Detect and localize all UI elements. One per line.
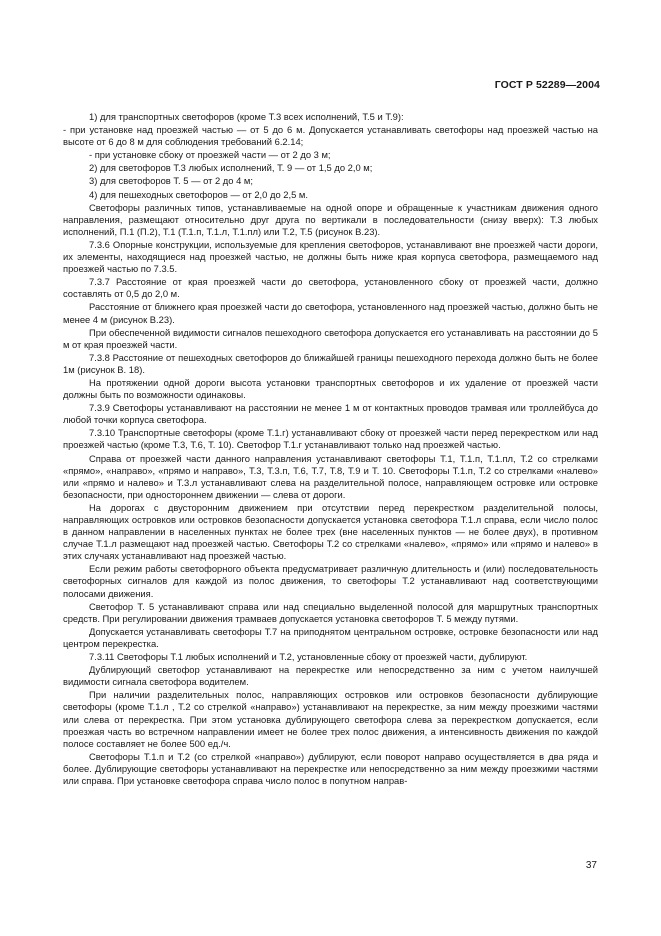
- paragraph: 2) для светофоров Т.3 любых исполнений, Т. 9 — от 1,5 до 2,0 м;: [89, 162, 373, 174]
- paragraph: 7.3.7 Расстояние от края проезжей части до светофора, установленного сбоку от проезжей части, должно составлять от 0,5 до 2,0 м.: [63, 276, 598, 300]
- paragraph: На протяжении одной дороги высота установки транспортных светофоров и их удаление от проезжей части должны быть по возможности одинаковы.: [63, 376, 598, 401]
- paragraph: 7.3.11 Светофоры Т.1 любых исполнений и Т.2, установленные сбоку от проезжей части, дублируют.: [89, 651, 528, 663]
- document-header: ГОСТ Р 52289—2004: [494, 79, 600, 91]
- paragraph: - при установке над проезжей частью — от 5 до 6 м. Допускается устанавливать светофоры над проезжей частью на высоте от 6 до 8 м для соблюдения требований 6.2.14;: [63, 124, 598, 148]
- paragraph: 7.3.6 Опорные конструкции, используемые для крепления светофоров, устанавливают вне проезжей части дороги, их элементы, находящиеся над проезжей частью, не должны быть ниже края корпуса светофора, размещаемого над проезжей частью по 7.3.5.: [63, 238, 598, 275]
- paragraph: Справа от проезжей части данного направления устанавливают светофоры Т.1, Т.1.п, Т.1.пл, Т.2 со стрелками «прямо», «направо», «прямо и направо», Т.3, Т.3.п, Т.6, Т.7, Т.8, Т.9 и Т. 10. Светофоры Т.1.п, Т.2 со стрелками «налево» или «прямо и налево» и Т.3.л устанавливают слева на разделительной полосе, направляющем островке или островке безопасности, при одностороннем движении — слева от дороги.: [63, 452, 598, 500]
- document-body: [63, 111, 598, 788]
- paragraph: 7.3.10 Транспортные светофоры (кроме Т.1.г) устанавливают сбоку от проезжей части перед перекрестком или над проезжей частью (кроме Т.3, Т.6, Т. 10). Светофор Т.1.г устанавливают только над проезжей частью.: [63, 427, 598, 451]
- paragraph: Дублирующий светофор устанавливают на перекрестке или непосредственно за ним с учетом наилучшей видимости сигнала светофора водителем.: [63, 664, 598, 688]
- paragraph: При наличии разделительных полос, направляющих островков или островков безопасности дублирующие светофоры (кроме Т.1.л , Т.2 со стрелкой «направо») устанавливают на перекрестке, за ним между проезжими частями или слева от перекрестка. При этом установка дублирующего светофора слева за перекрестком допускается, если проезжая часть во встречном направлении имеет не более трех полос движения, а интенсивность движения по каждой полосе составляет не более 500 ед./ч.: [63, 689, 598, 749]
- paragraph: 7.3.9 Светофоры устанавливают на расстоянии не менее 1 м от контактных проводов трамвая или троллейбуса до любой точки корпуса светофора.: [63, 402, 598, 426]
- paragraph: 7.3.8 Расстояние от пешеходных светофоров до ближайшей границы пешеходного перехода должно быть не более 1м (рисунок В. 18).: [63, 351, 598, 375]
- paragraph: Если режим работы светофорного объекта предусматривает различную длительность и (или) последовательность светофорных сигналов для каждой из полос движения, то светофоры Т.2 устанавливают над соответствующими полосами движения.: [63, 563, 598, 599]
- paragraph: 4) для пешеходных светофоров — от 2,0 до 2,5 м.: [89, 188, 308, 200]
- paragraph: - при установке сбоку от проезжей части — от 2 до 3 м;: [89, 149, 331, 161]
- paragraph: Расстояние от ближнего края проезжей части до светофора, установленного над проезжей частью, должно быть не менее 4 м (рисунок В.23).: [63, 301, 598, 325]
- page-number: 37: [585, 860, 597, 871]
- paragraph: Светофор Т. 5 устанавливают справа или над специально выделенной полосой для маршрутных транспортных средств. При регулировании движения трамваев допускается установка светофоров Т. 5 между путями.: [63, 600, 598, 624]
- paragraph: 3) для светофоров Т. 5 — от 2 до 4 м;: [89, 175, 253, 187]
- paragraph: На дорогах с двусторонним движением при отсутствии перед перекрестком разделительной полосы, направляющих островков или островков безопасности допускается установка светофора Т.1.л справа, если число полос в данном направлении в населенных пунктах не более трех (вне населенных пунктов — не более двух), в противном случае Т.1.л размещают над проезжей частью. Светофоры Т.2 со стрелками «налево», «прямо» или «прямо и налево» в этих случаях устанавливают над проезжей частью.: [63, 501, 598, 562]
- paragraph: 1) для транспортных светофоров (кроме Т.3 всех исполнений, Т.5 и Т.9):: [89, 111, 404, 122]
- paragraph: Светофоры Т.1.п и Т.2 (со стрелкой «направо») дублируют, если поворот направо осуществляется в два ряда и более. Дублирующие светофоры устанавливают на перекрестке или непосредственно за ним между проезжими частями или справа. При установке светофора справа число полос в попутном направ-: [63, 750, 598, 786]
- paragraph: При обеспеченной видимости сигналов пешеходного светофора допускается его устанавливать на расстоянии до 5 м от края проезжей части.: [63, 326, 598, 350]
- paragraph: Допускается устанавливать светофоры Т.7 на приподнятом центральном островке, островке безопасности или над центром перекрестка.: [63, 625, 598, 649]
- paragraph: Светофоры различных типов, устанавливаемые на одной опоре и обращенные к участникам движения одного направления, размещают относительно друг друга по вертикали в последовательности (снизу вверх): Т.3 любых исполнений, П.1 (П.2), Т.1 (Т.1.п, Т.1.л, Т.1.пл) или Т.2, Т.5 (рисунок В.23).: [63, 201, 598, 237]
